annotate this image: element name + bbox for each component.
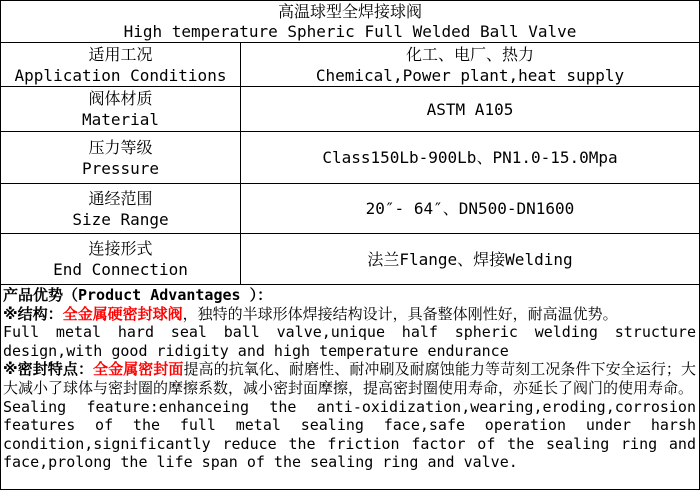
row-label-en: Pressure	[81, 158, 160, 178]
sealing-label: ※密封特点：	[3, 360, 94, 379]
row-label-zh: 阀体材质	[88, 89, 153, 108]
structure-paragraph-zh	[3, 305, 696, 324]
row-label	[1, 43, 241, 86]
sealing-highlight: 全金属密封面	[93, 360, 184, 379]
row-label	[1, 234, 241, 284]
title-english: High temperature Spheric Full Welded Ball Valve	[123, 21, 577, 41]
table-row-size-range	[1, 184, 699, 234]
row-value-zh: 化工、电厂、热力	[405, 44, 534, 64]
table-row-material	[1, 87, 699, 132]
title-chinese: 高温球型全焊接球阀	[277, 1, 422, 21]
row-value-en: Chemical,Power plant,heat supply	[315, 65, 625, 85]
row-value: 20″- 64″、DN500-DN1600	[365, 199, 575, 218]
structure-paragraph-en: Full metal hard seal ball valve,unique half spheric welding structure design,with good ridigity and high temperature endurance	[3, 323, 696, 360]
structure-text-zh: ，独特的半球形体焊接结构设计，具备整体刚性好，耐高温优势。	[182, 304, 618, 323]
row-label-en: Size Range	[72, 209, 169, 229]
row-value: 法兰Flange、焊接Welding	[367, 249, 573, 269]
row-label-en: Application Conditions	[14, 65, 227, 85]
structure-highlight: 全金属硬密封球阀	[62, 304, 183, 323]
row-value: Class150Lb-900Lb、PN1.0-15.0Mpa	[322, 148, 618, 167]
row-label-en: Material	[81, 110, 160, 129]
product-advantages-section	[1, 285, 699, 472]
row-label-zh: 连接形式	[88, 239, 153, 258]
sealing-text-zh: 提高的抗氧化、耐磨性、耐冲刷及耐腐蚀能力等苛刻工况条件下安全运行；大大减小了球体与密封圈的摩擦系数，减小密封面摩擦，提高密封圈使用寿命，亦延长了阀门的使用寿命。	[3, 360, 696, 397]
sealing-paragraph-zh	[3, 360, 696, 397]
table-row-end-connection	[1, 234, 699, 285]
row-label	[1, 132, 241, 183]
table-row-application-conditions	[1, 43, 699, 87]
row-value: ASTM A105	[426, 99, 514, 119]
table-row-pressure	[1, 132, 699, 184]
row-label-zh: 压力等级	[88, 137, 153, 157]
structure-label: ※结构：	[3, 304, 63, 323]
document-title	[1, 1, 699, 43]
row-label-zh: 适用工况	[88, 44, 153, 64]
row-label	[1, 87, 241, 131]
row-value	[241, 43, 699, 86]
row-label-zh: 通经范围	[88, 188, 153, 208]
row-label-en: End Connection	[53, 260, 188, 279]
row-label	[1, 184, 241, 233]
advantages-heading: 产品优势（Product Advantages ）：	[3, 286, 273, 304]
sealing-paragraph-en: Sealing feature:enhanceing the anti-oxidization,wearing,eroding,corrosion features of the full metal sealing face,safe operation under harsh condition,significantly reduce the friction factor of the sealing ring and face,prolong the life span of the sealing ring and valve.	[3, 397, 696, 472]
